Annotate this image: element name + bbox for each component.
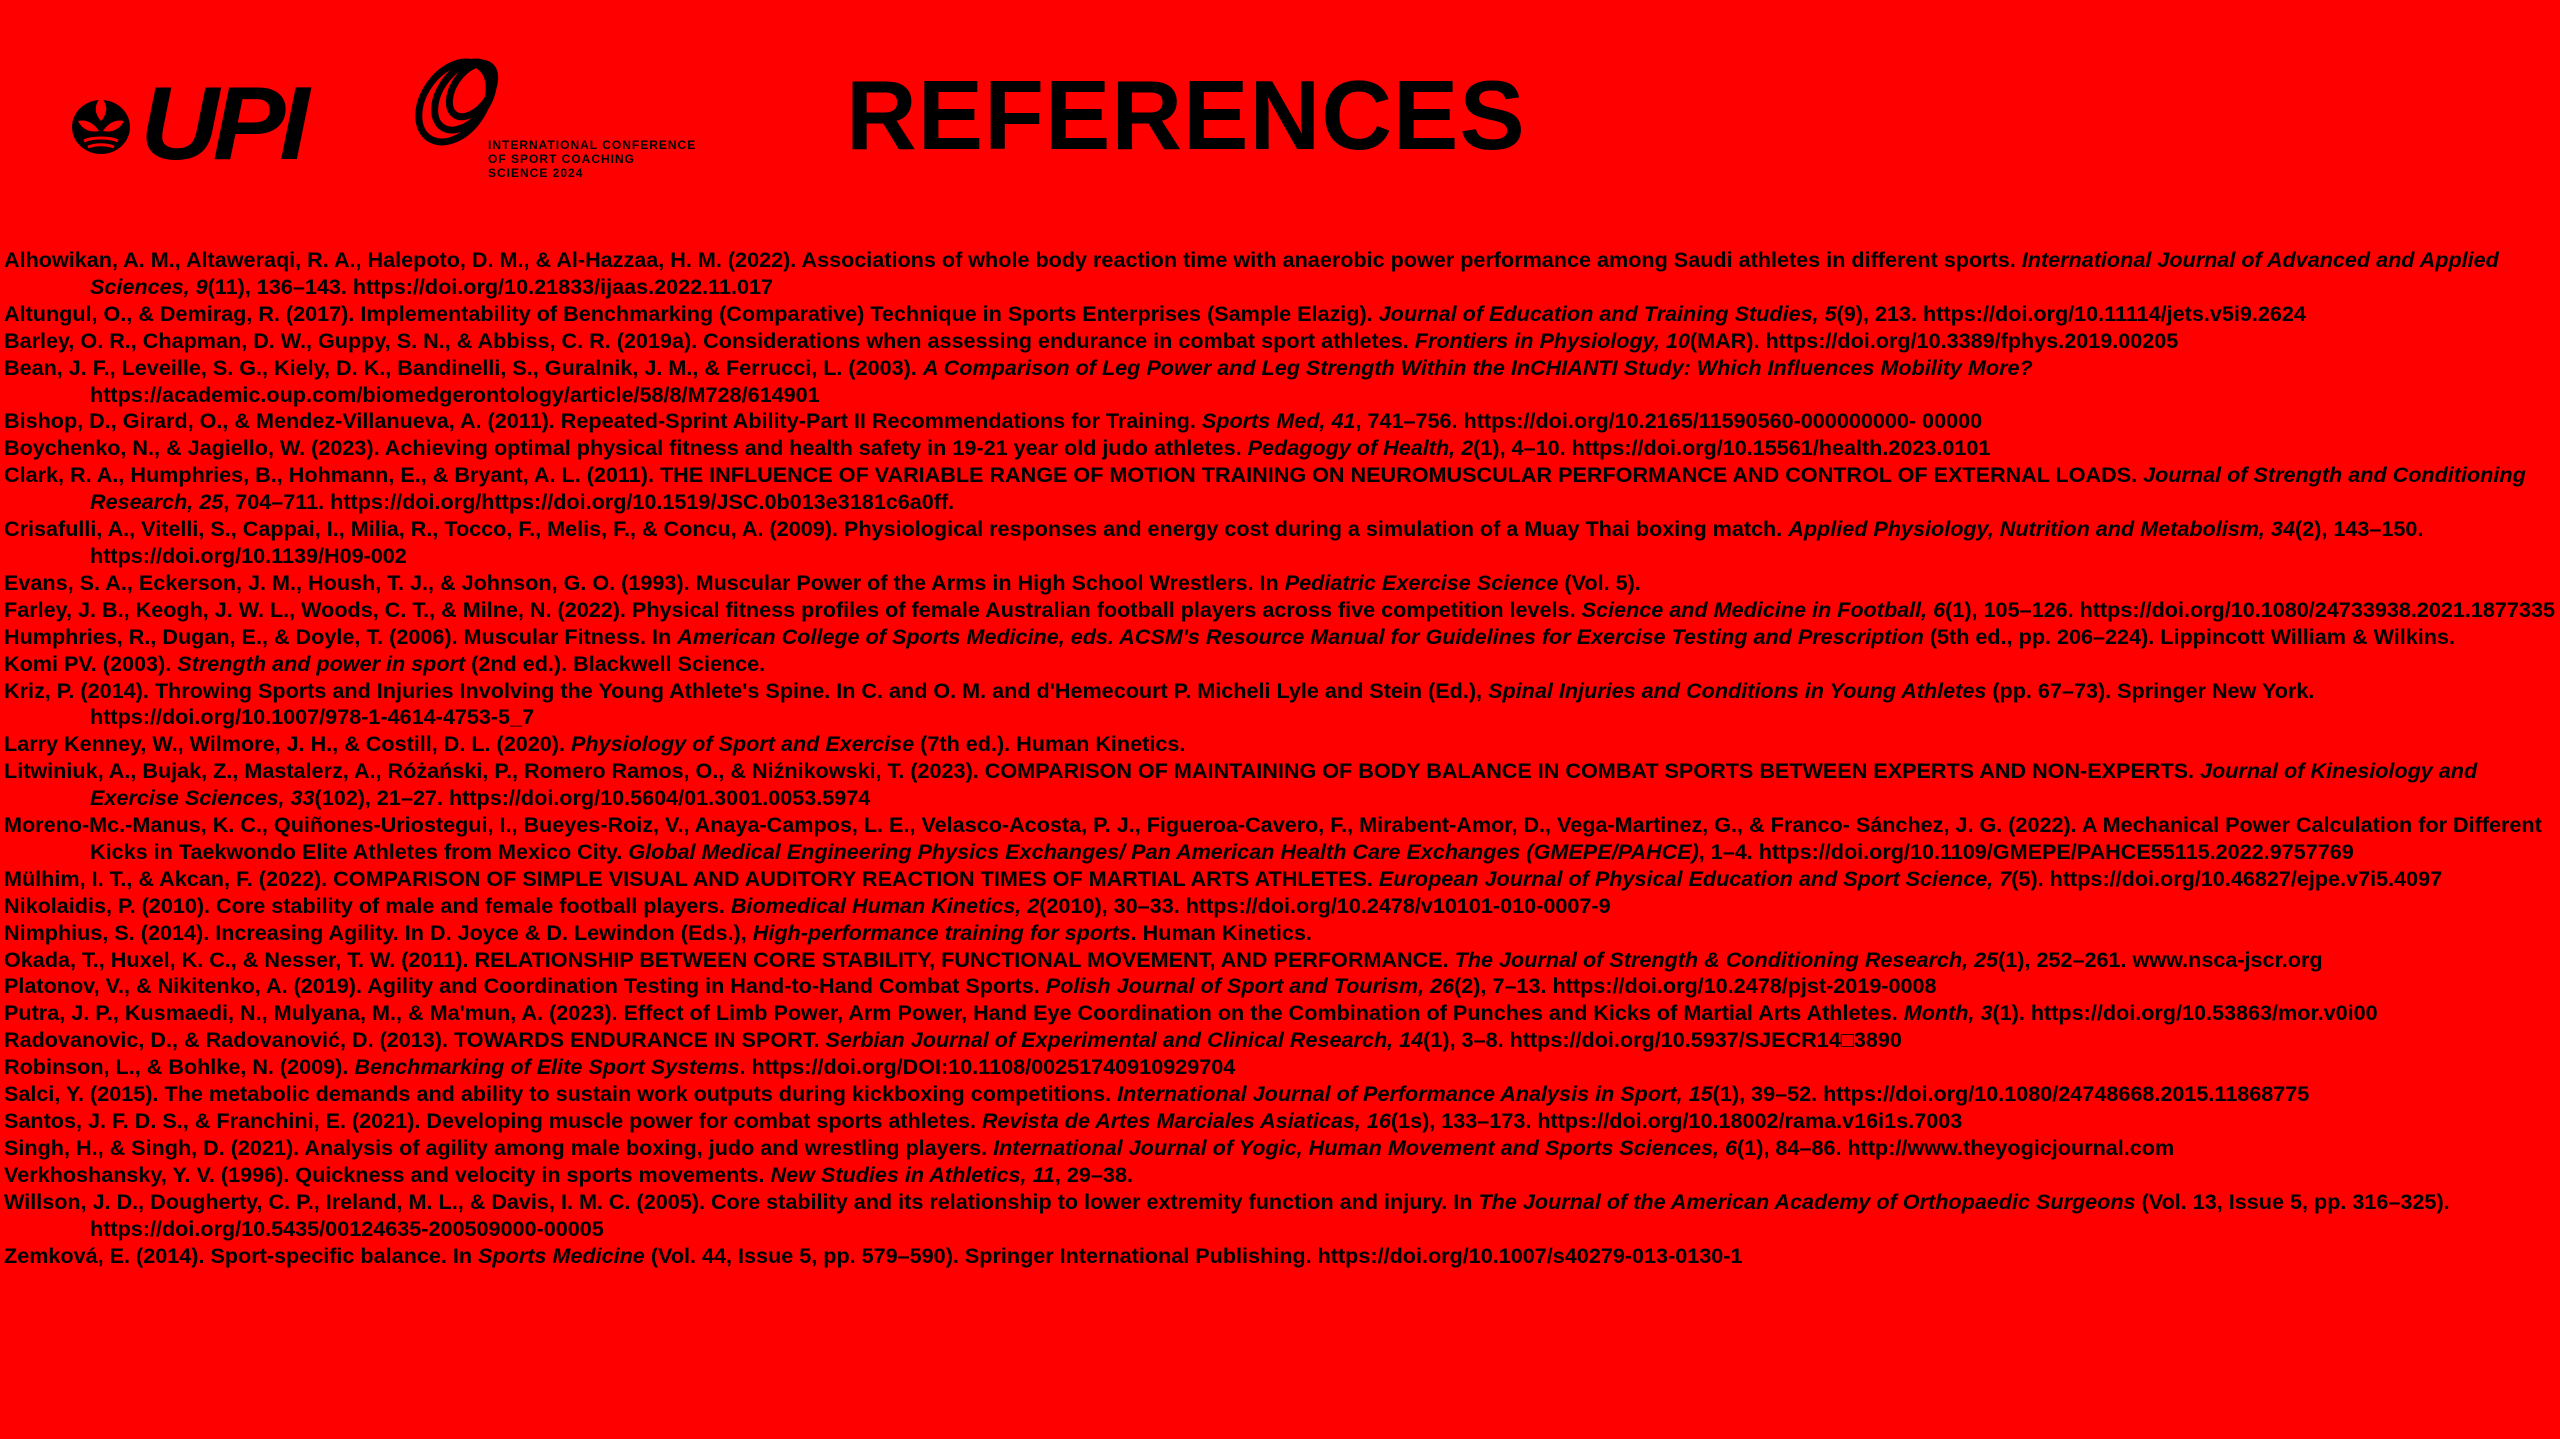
reference-details: (5th ed., pp. 206–224). Lippincott William & Wilkins. bbox=[1923, 623, 2455, 649]
reference-details: , 704–711. https://doi.org/https://doi.org/10.1519/JSC.0b013e3181c6a0ff. bbox=[223, 489, 955, 515]
upi-logo bbox=[70, 66, 304, 182]
reference-details: (11), 136–143. https://doi.org/10.21833/ijaas.2022.11.017 bbox=[207, 273, 774, 299]
reference-details: (9), 213. https://doi.org/10.11114/jets.v5i9.2624 bbox=[1836, 300, 2306, 326]
reference-details: (MAR). https://doi.org/10.3389/fphys.2019.00205 bbox=[1689, 327, 2179, 353]
reference-entry bbox=[4, 570, 2556, 597]
reference-entry bbox=[4, 651, 2556, 678]
reference-source: Strength and power in sport bbox=[177, 650, 466, 676]
reference-source: European Journal of Physical Education and Sport Science, 7 bbox=[1378, 865, 2012, 891]
reference-entry bbox=[4, 812, 2556, 866]
reference-entry bbox=[4, 1189, 2556, 1243]
reference-source: Pediatric Exercise Science bbox=[1284, 569, 1559, 595]
reference-entry bbox=[4, 355, 2556, 409]
reference-details: , 1–4. https://doi.org/10.1109/GMEPE/PAHCE55115.2022.9757769 bbox=[1698, 838, 2354, 864]
reference-source: Spinal Injuries and Conditions in Young Athletes bbox=[1488, 677, 1987, 703]
reference-text: Clark, R. A., Humphries, B., Hohmann, E., & Bryant, A. L. (2011). THE INFLUENCE OF VARIABLE RANGE OF MOTION TRAINING ON NEUROMUSCULAR PERFORMANCE AND CONTROL OF EXTERNAL LOADS. bbox=[4, 462, 2144, 488]
reference-source: Journal of Kinesiology and Exercise Sciences, 33 bbox=[90, 758, 2478, 811]
reference-details: (102), 21–27. https://doi.org/10.5604/01.3001.0053.5974 bbox=[314, 785, 871, 811]
reference-text: Altungul, O., & Demirag, R. (2017). Implementability of Benchmarking (Comparative) Technique in Sports Enterprises (Sample Elazig). bbox=[4, 300, 1379, 326]
reference-details: (1), 84–86. http://www.theyogicjournal.com bbox=[1737, 1134, 2175, 1160]
conference-name: INTERNATIONAL CONFERENCE OF SPORT COACHING SCIENCE 2024 bbox=[488, 138, 697, 180]
reference-text: Larry Kenney, W., Wilmore, J. H., & Costill, D. L. (2020). bbox=[4, 731, 571, 757]
upi-emblem-icon bbox=[70, 91, 132, 157]
reference-text: Litwiniuk, A., Bujak, Z., Mastalerz, A., Różański, P., Romero Ramos, O., & Niźnikowski, T. (2023). COMPARISON OF MAINTAINING OF BODY BALANCE IN COMBAT SPORTS BETWEEN EXPERTS AND NON-EXPERTS. bbox=[4, 758, 2201, 784]
reference-source: Pedagogy of Health, 2 bbox=[1247, 435, 1474, 461]
reference-entry bbox=[4, 920, 2556, 947]
reference-details: (pp. 67–73). Springer New York. https://doi.org/10.1007/978-1-4614-4753-5_7 bbox=[90, 677, 2315, 730]
reference-details: (1), 3–8. https://doi.org/10.5937/SJECR14□3890 bbox=[1423, 1027, 1902, 1053]
reference-text: Bean, J. F., Leveille, S. G., Kiely, D. K., Bandinelli, S., Guralnik, J. M., & Ferrucci, L. (2003). bbox=[4, 354, 923, 380]
reference-entry bbox=[4, 328, 2556, 355]
reference-entry bbox=[4, 1054, 2556, 1081]
reference-source: International Journal of Yogic, Human Movement and Sports Sciences, 6 bbox=[993, 1134, 1738, 1160]
reference-details: (5). https://doi.org/10.46827/ejpe.v7i5.4097 bbox=[2011, 865, 2443, 891]
reference-source: Benchmarking of Elite Sport Systems bbox=[354, 1054, 740, 1080]
reference-entry bbox=[4, 1000, 2556, 1027]
reference-text: Santos, J. F. D. S., & Franchini, E. (2021). Developing muscle power for combat sports athletes. bbox=[4, 1108, 982, 1133]
reference-details: (1s), 133–173. https://doi.org/10.18002/rama.v16i1s.7003 bbox=[1390, 1108, 1963, 1133]
reference-text: Radovanovic, D., & Radovanović, D. (2013). TOWARDS ENDURANCE IN SPORT. bbox=[4, 1027, 826, 1053]
reference-entry bbox=[4, 624, 2556, 651]
reference-text: Willson, J. D., Dougherty, C. P., Ireland, M. L., & Davis, I. M. C. (2005). Core stability and its relationship to lower extremity function and injury. In bbox=[4, 1188, 1479, 1214]
reference-text: Okada, T., Huxel, K. C., & Nesser, T. W. (2011). RELATIONSHIP BETWEEN CORE STABILITY, FUNCTIONAL MOVEMENT, AND PERFORMANCE. bbox=[4, 946, 1455, 972]
reference-source: Biomedical Human Kinetics, 2 bbox=[730, 892, 1040, 918]
reference-entry bbox=[4, 678, 2556, 732]
reference-entry bbox=[4, 1027, 2556, 1054]
reference-source: New Studies in Athletics, 11 bbox=[770, 1161, 1055, 1187]
reference-details: (1), 39–52. https://doi.org/10.1080/24748668.2015.11868775 bbox=[1712, 1081, 2310, 1107]
reference-text: Moreno-Mc.-Manus, K. C., Quiñones-Uriostegui, I., Bueyes-Roiz, V., Anaya-Campos, L. E., Velasco-Acosta, P. J., Figueroa-Cavero, F., Mirabent-Amor, D., Vega-Martinez, G., & Franco- Sánchez, J. G. (2022). A Mechanical Power Calculation for Different Kicks in Taekwondo Elite Athletes from Mexico City. bbox=[4, 812, 2542, 864]
reference-source: Month, 3 bbox=[1903, 1000, 1993, 1026]
reference-details: (1), 252–261. www.nsca-jscr.org bbox=[1998, 946, 2323, 972]
reference-text: Verkhoshansky, Y. V. (1996). Quickness and velocity in sports movements. bbox=[4, 1161, 771, 1187]
reference-entry bbox=[4, 1135, 2556, 1162]
reference-entry bbox=[4, 866, 2556, 893]
reference-details: (Vol. 13, Issue 5, pp. 316–325). https://doi.org/10.5435/00124635-200509000-00005 bbox=[90, 1188, 2450, 1241]
reference-text: Mülhim, I. T., & Akcan, F. (2022). COMPARISON OF SIMPLE VISUAL AND AUDITORY REACTION TIMES OF MARTIAL ARTS ATHLETES. bbox=[4, 865, 1379, 891]
reference-entry bbox=[4, 462, 2556, 516]
reference-entry bbox=[4, 1162, 2556, 1189]
reference-source: High-performance training for sports bbox=[752, 919, 1131, 945]
reference-text: Komi PV. (2003). bbox=[4, 650, 178, 676]
reference-source: The Journal of Strength & Conditioning Research, 25 bbox=[1454, 946, 1999, 972]
reference-source: Sports Medicine bbox=[478, 1242, 645, 1268]
reference-details: (2nd ed.). Blackwell Science. bbox=[465, 650, 766, 676]
reference-source: Revista de Artes Marciales Asiaticas, 16 bbox=[981, 1108, 1391, 1133]
reference-entry bbox=[4, 947, 2556, 974]
reference-entry bbox=[4, 1243, 2556, 1270]
reference-entry bbox=[4, 1108, 2556, 1135]
reference-details: (7th ed.). Human Kinetics. bbox=[914, 731, 1186, 757]
reference-entry bbox=[4, 247, 2556, 301]
upi-wordmark: UPI bbox=[140, 66, 304, 182]
reference-entry bbox=[4, 893, 2556, 920]
reference-text: Zemková, E. (2014). Sport-specific balance. In bbox=[4, 1242, 479, 1268]
reference-details: https://academic.oup.com/biomedgerontology/article/58/8/M728/614901 bbox=[90, 381, 820, 407]
reference-details: (2), 7–13. https://doi.org/10.2478/pjst-2019-0008 bbox=[1454, 973, 1937, 999]
reference-source: Frontiers in Physiology, 10 bbox=[1414, 327, 1690, 353]
reference-source: A Comparison of Leg Power and Leg Strength Within the InCHIANTI Study: Which Influences Mobility More? bbox=[922, 354, 2033, 380]
reference-source: International Journal of Advanced and Applied Sciences, 9 bbox=[90, 247, 2499, 299]
reference-details: (2), 143–150. https://doi.org/10.1139/H09-002 bbox=[90, 516, 2424, 568]
reference-details: . https://doi.org/DOI:10.1108/00251740910929704 bbox=[739, 1054, 1236, 1080]
reference-text: Platonov, V., & Nikitenko, A. (2019). Agility and Coordination Testing in Hand-to-Hand Combat Sports. bbox=[4, 973, 1046, 999]
reference-entry bbox=[4, 731, 2556, 758]
reference-details: . Human Kinetics. bbox=[1130, 919, 1312, 945]
reference-source: Polish Journal of Sport and Tourism, 26 bbox=[1045, 973, 1455, 999]
reference-source: The Journal of the American Academy of Orthopaedic Surgeons bbox=[1478, 1188, 2136, 1214]
reference-source: Serbian Journal of Experimental and Clinical Research, 14 bbox=[825, 1027, 1424, 1053]
reference-entry bbox=[4, 408, 2556, 435]
reference-details: (1), 4–10. https://doi.org/10.15561/health.2023.0101 bbox=[1473, 435, 1991, 461]
reference-text: Bishop, D., Girard, O., & Mendez-Villanueva, A. (2011). Repeated-Sprint Ability-Part II Recommendations for Training. bbox=[4, 408, 1202, 434]
reference-details: , 29–38. bbox=[1054, 1161, 1133, 1187]
reference-text: Crisafulli, A., Vitelli, S., Cappai, I., Milia, R., Tocco, F., Melis, F., & Concu, A. (2009). Physiological responses and energy cost during a simulation of a Muay Thai boxing match. bbox=[4, 516, 1789, 542]
reference-entry bbox=[4, 597, 2556, 624]
reference-text: Farley, J. B., Keogh, J. W. L., Woods, C. T., & Milne, N. (2022). Physical fitness profiles of female Australian football players across five competition levels. bbox=[4, 596, 1582, 622]
reference-source: American College of Sports Medicine, eds. ACSM's Resource Manual for Guidelines for Exercise Testing and Prescription bbox=[677, 623, 1924, 649]
reference-source: Physiology of Sport and Exercise bbox=[570, 731, 915, 757]
reference-entry bbox=[4, 301, 2556, 328]
reference-text: Kriz, P. (2014). Throwing Sports and Injuries Involving the Young Athlete's Spine. In C. and O. M. and d'Hemecourt P. Micheli Lyle and Stein (Ed.), bbox=[4, 677, 1489, 703]
reference-source: Journal of Education and Training Studies, 5 bbox=[1378, 300, 1837, 326]
reference-source: Sports Med, 41 bbox=[1201, 408, 1356, 434]
reference-details: (1). https://doi.org/10.53863/mor.v0i00 bbox=[1992, 1000, 2378, 1026]
reference-entry bbox=[4, 758, 2556, 812]
reference-text: Barley, O. R., Chapman, D. W., Guppy, S. N., & Abbiss, C. R. (2019a). Considerations when assessing endurance in combat sport athletes. bbox=[4, 327, 1415, 353]
reference-source: Applied Physiology, Nutrition and Metabolism, 34 bbox=[1788, 516, 2295, 542]
reference-source: International Journal of Performance Analysis in Sport, 15 bbox=[1117, 1081, 1713, 1107]
reference-text: Boychenko, N., & Jagiello, W. (2023). Achieving optimal physical fitness and health safety in 19-21 year old judo athletes. bbox=[4, 435, 1248, 461]
reference-text: Humphries, R., Dugan, E., & Doyle, T. (2006). Muscular Fitness. In bbox=[4, 623, 678, 649]
reference-entry bbox=[4, 973, 2556, 1000]
reference-details: (Vol. 5). bbox=[1558, 569, 1641, 595]
reference-entry bbox=[4, 516, 2556, 570]
reference-text: Nimphius, S. (2014). Increasing Agility. In D. Joyce & D. Lewindon (Eds.), bbox=[4, 919, 753, 945]
reference-details: , 741–756. https://doi.org/10.2165/11590560-000000000- 00000 bbox=[1355, 408, 1983, 434]
reference-text: Robinson, L., & Bohlke, N. (2009). bbox=[4, 1054, 355, 1080]
reference-text: Nikolaidis, P. (2010). Core stability of male and female football players. bbox=[4, 892, 731, 918]
page-title: REFERENCES bbox=[846, 60, 1526, 170]
reference-entry bbox=[4, 435, 2556, 462]
reference-details: (1), 105–126. https://doi.org/10.1080/24733938.2021.1877335 bbox=[1945, 596, 2555, 622]
reference-details: (2010), 30–33. https://doi.org/10.2478/v10101-010-0007-9 bbox=[1039, 892, 1611, 918]
header bbox=[0, 0, 2560, 230]
reference-source: Global Medical Engineering Physics Exchanges/ Pan American Health Care Exchanges (GMEPE/PAHCE) bbox=[628, 838, 1699, 864]
reference-entry bbox=[4, 1081, 2556, 1108]
reference-text: Singh, H., & Singh, D. (2021). Analysis of agility among male boxing, judo and wrestling players. bbox=[4, 1134, 994, 1160]
reference-text: Evans, S. A., Eckerson, J. M., Housh, T. J., & Johnson, G. O. (1993). Muscular Power of the Arms in High School Wrestlers. In bbox=[4, 569, 1285, 595]
reference-text: Salci, Y. (2015). The metabolic demands and ability to sustain work outputs during kickboxing competitions. bbox=[4, 1081, 1118, 1107]
reference-text: Putra, J. P., Kusmaedi, N., Mulyana, M., & Ma'mun, A. (2023). Effect of Limb Power, Arm Power, Hand Eye Coordination on the Combination of Punches and Kicks of Martial Arts Athletes. bbox=[4, 1000, 1904, 1026]
reference-source: Journal of Strength and Conditioning Research, 25 bbox=[90, 462, 2526, 515]
reference-source: Science and Medicine in Football, 6 bbox=[1581, 596, 1946, 622]
reference-text: Alhowikan, A. M., Altaweraqi, R. A., Halepoto, D. M., & Al-Hazzaa, H. M. (2022). Associations of whole body reaction time with anaerobic power performance among Saudi athletes in different sports. bbox=[4, 247, 2022, 272]
conference-logo bbox=[392, 50, 702, 200]
reference-list bbox=[4, 247, 2556, 1269]
reference-details: (Vol. 44, Issue 5, pp. 579–590). Springer International Publishing. https://doi.org/10.1007/s40279-013-0130-1 bbox=[644, 1242, 1743, 1268]
